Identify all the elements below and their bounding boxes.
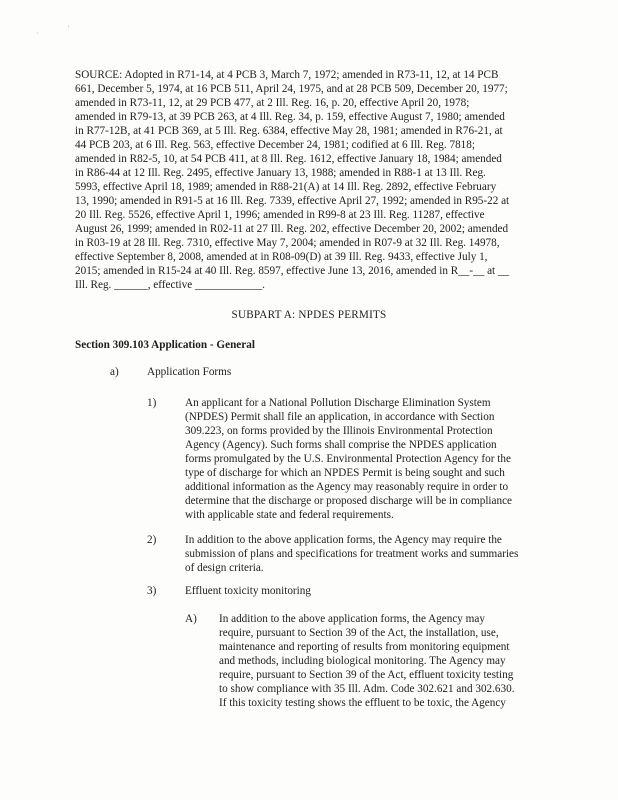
source-line: in R77-12B, at 41 PCB 369, at 5 Ill. Reg. 6384, effective May 28, 1981; amended in R76-21, at	[75, 125, 503, 137]
text-line: determine that the discharge or proposed discharge will be in compliance	[185, 495, 513, 507]
text-line: Agency (Agency). Such forms shall comprise the NPDES application	[185, 439, 497, 451]
source-note	[75, 68, 547, 292]
text-line: require, pursuant to Section 39 of the Act, the installation, use,	[219, 627, 499, 639]
source-line: amended in R82-5, 10, at 54 PCB 411, at 8 Ill. Reg. 1612, effective January 18, 1984; amended	[75, 153, 502, 165]
text-line: additional information as the Agency may reasonably require in order to	[185, 481, 509, 493]
source-line: effective September 8, 2008, amended at in R08-09(D) at 39 Ill. Reg. 9433, effective July 1,	[75, 251, 488, 263]
source-line: Ill. Reg. ______, effective ____________.	[75, 279, 265, 291]
source-line: amended in R73-11, 12, at 29 PCB 477, at 2 Ill. Reg. 16, p. 20, effective April 20, 1978;	[75, 97, 470, 109]
source-line: SOURCE: Adopted in R71-14, at 4 PCB 3, March 7, 1972; amended in R73-11, 12, at 14 PCB	[75, 69, 499, 81]
subpart-title: SUBPART A: NPDES PERMITS	[231, 309, 387, 321]
source-line: 20 Ill. Reg. 5526, effective April 1, 1996; amended in R99-8 at 23 Ill. Reg. 11287, effective	[75, 209, 485, 221]
text-line: In addition to the above application forms, the Agency may require the	[185, 534, 502, 546]
paragraph-1-label: 1)	[147, 397, 157, 409]
paragraph-2-label: 2)	[147, 534, 157, 546]
text-line: maintenance and reporting of results from monitoring equipment	[219, 641, 510, 653]
source-line: 44 PCB 203, at 6 Ill. Reg. 563, effective December 24, 1981; codified at 6 Ill. Reg. 7818;	[75, 139, 475, 151]
text-line: submission of plans and specifications for treatment works and summaries	[185, 548, 519, 560]
paragraph-1-text	[185, 396, 550, 522]
text-line: to show compliance with 35 Ill. Adm. Code 302.621 and 302.630.	[219, 683, 515, 695]
text-line: type of discharge for which an NPDES Permit is being sought and such	[185, 467, 505, 479]
source-line: amended in R79-13, at 39 PCB 263, at 4 Ill. Reg. 34, p. 159, effective August 7, 1980; amended	[75, 111, 505, 123]
subparagraph-A-label: A)	[185, 613, 197, 625]
source-line: 2015; amended in R15-24 at 40 Ill. Reg. 8597, effective June 13, 2016, amended in R__-__ at __	[75, 265, 510, 277]
text-line: An applicant for a National Pollution Discharge Elimination System	[185, 397, 491, 409]
subsection-a-label: a)	[110, 366, 119, 378]
source-line: in R86-44 at 12 Ill. Reg. 2495, effective January 13, 1988; amended in R88-1 at 13 Ill. Reg.	[75, 167, 486, 179]
scan-speck-mark: '	[68, 24, 70, 33]
source-line: August 26, 1999; amended in R02-11 at 27 Ill. Reg. 202, effective December 20, 2002; amended	[75, 223, 509, 235]
paragraph-3-label: 3)	[147, 585, 157, 597]
text-line: with applicable state and federal requirements.	[185, 509, 394, 521]
source-line: in R03-19 at 28 Ill. Reg. 7310, effective May 7, 2004; amended in R07-9 at 32 Ill. Reg. 14978,	[75, 237, 500, 249]
source-line: 5993, effective April 18, 1989; amended in R88-21(A) at 14 Ill. Reg. 2892, effective February	[75, 181, 497, 193]
paragraph-2-text	[185, 533, 550, 575]
paragraph-3-title: Effluent toxicity monitoring	[185, 585, 311, 597]
subparagraph-A-text	[219, 612, 559, 710]
subsection-a-title: Application Forms	[147, 366, 232, 378]
text-line: If this toxicity testing shows the effluent to be toxic, the Agency	[219, 697, 506, 709]
text-line: and methods, including biological monitoring. The Agency may	[219, 655, 506, 667]
text-line: (NPDES) Permit shall file an application, in accordance with Section	[185, 411, 495, 423]
text-line: require, pursuant to Section 39 of the Act, effluent toxicity testing	[219, 669, 514, 681]
section-heading: Section 309.103 Application - General	[75, 339, 255, 351]
source-line: 661, December 5, 1974, at 16 PCB 511, April 24, 1975, and at 28 PCB 509, December 20, 1977;	[75, 83, 508, 95]
text-line: forms promulgated by the U.S. Environmental Protection Agency for the	[185, 453, 511, 465]
text-line: of design criteria.	[185, 562, 264, 574]
source-line: 13, 1990; amended in R91-5 at 16 Ill. Reg. 7339, effective April 27, 1992; amended in R95-22 at	[75, 195, 510, 207]
text-line: In addition to the above application forms, the Agency may	[219, 613, 485, 625]
scan-speck-mark: ·	[36, 29, 39, 38]
text-line: 309.223, on forms provided by the Illinois Environmental Protection	[185, 425, 493, 437]
